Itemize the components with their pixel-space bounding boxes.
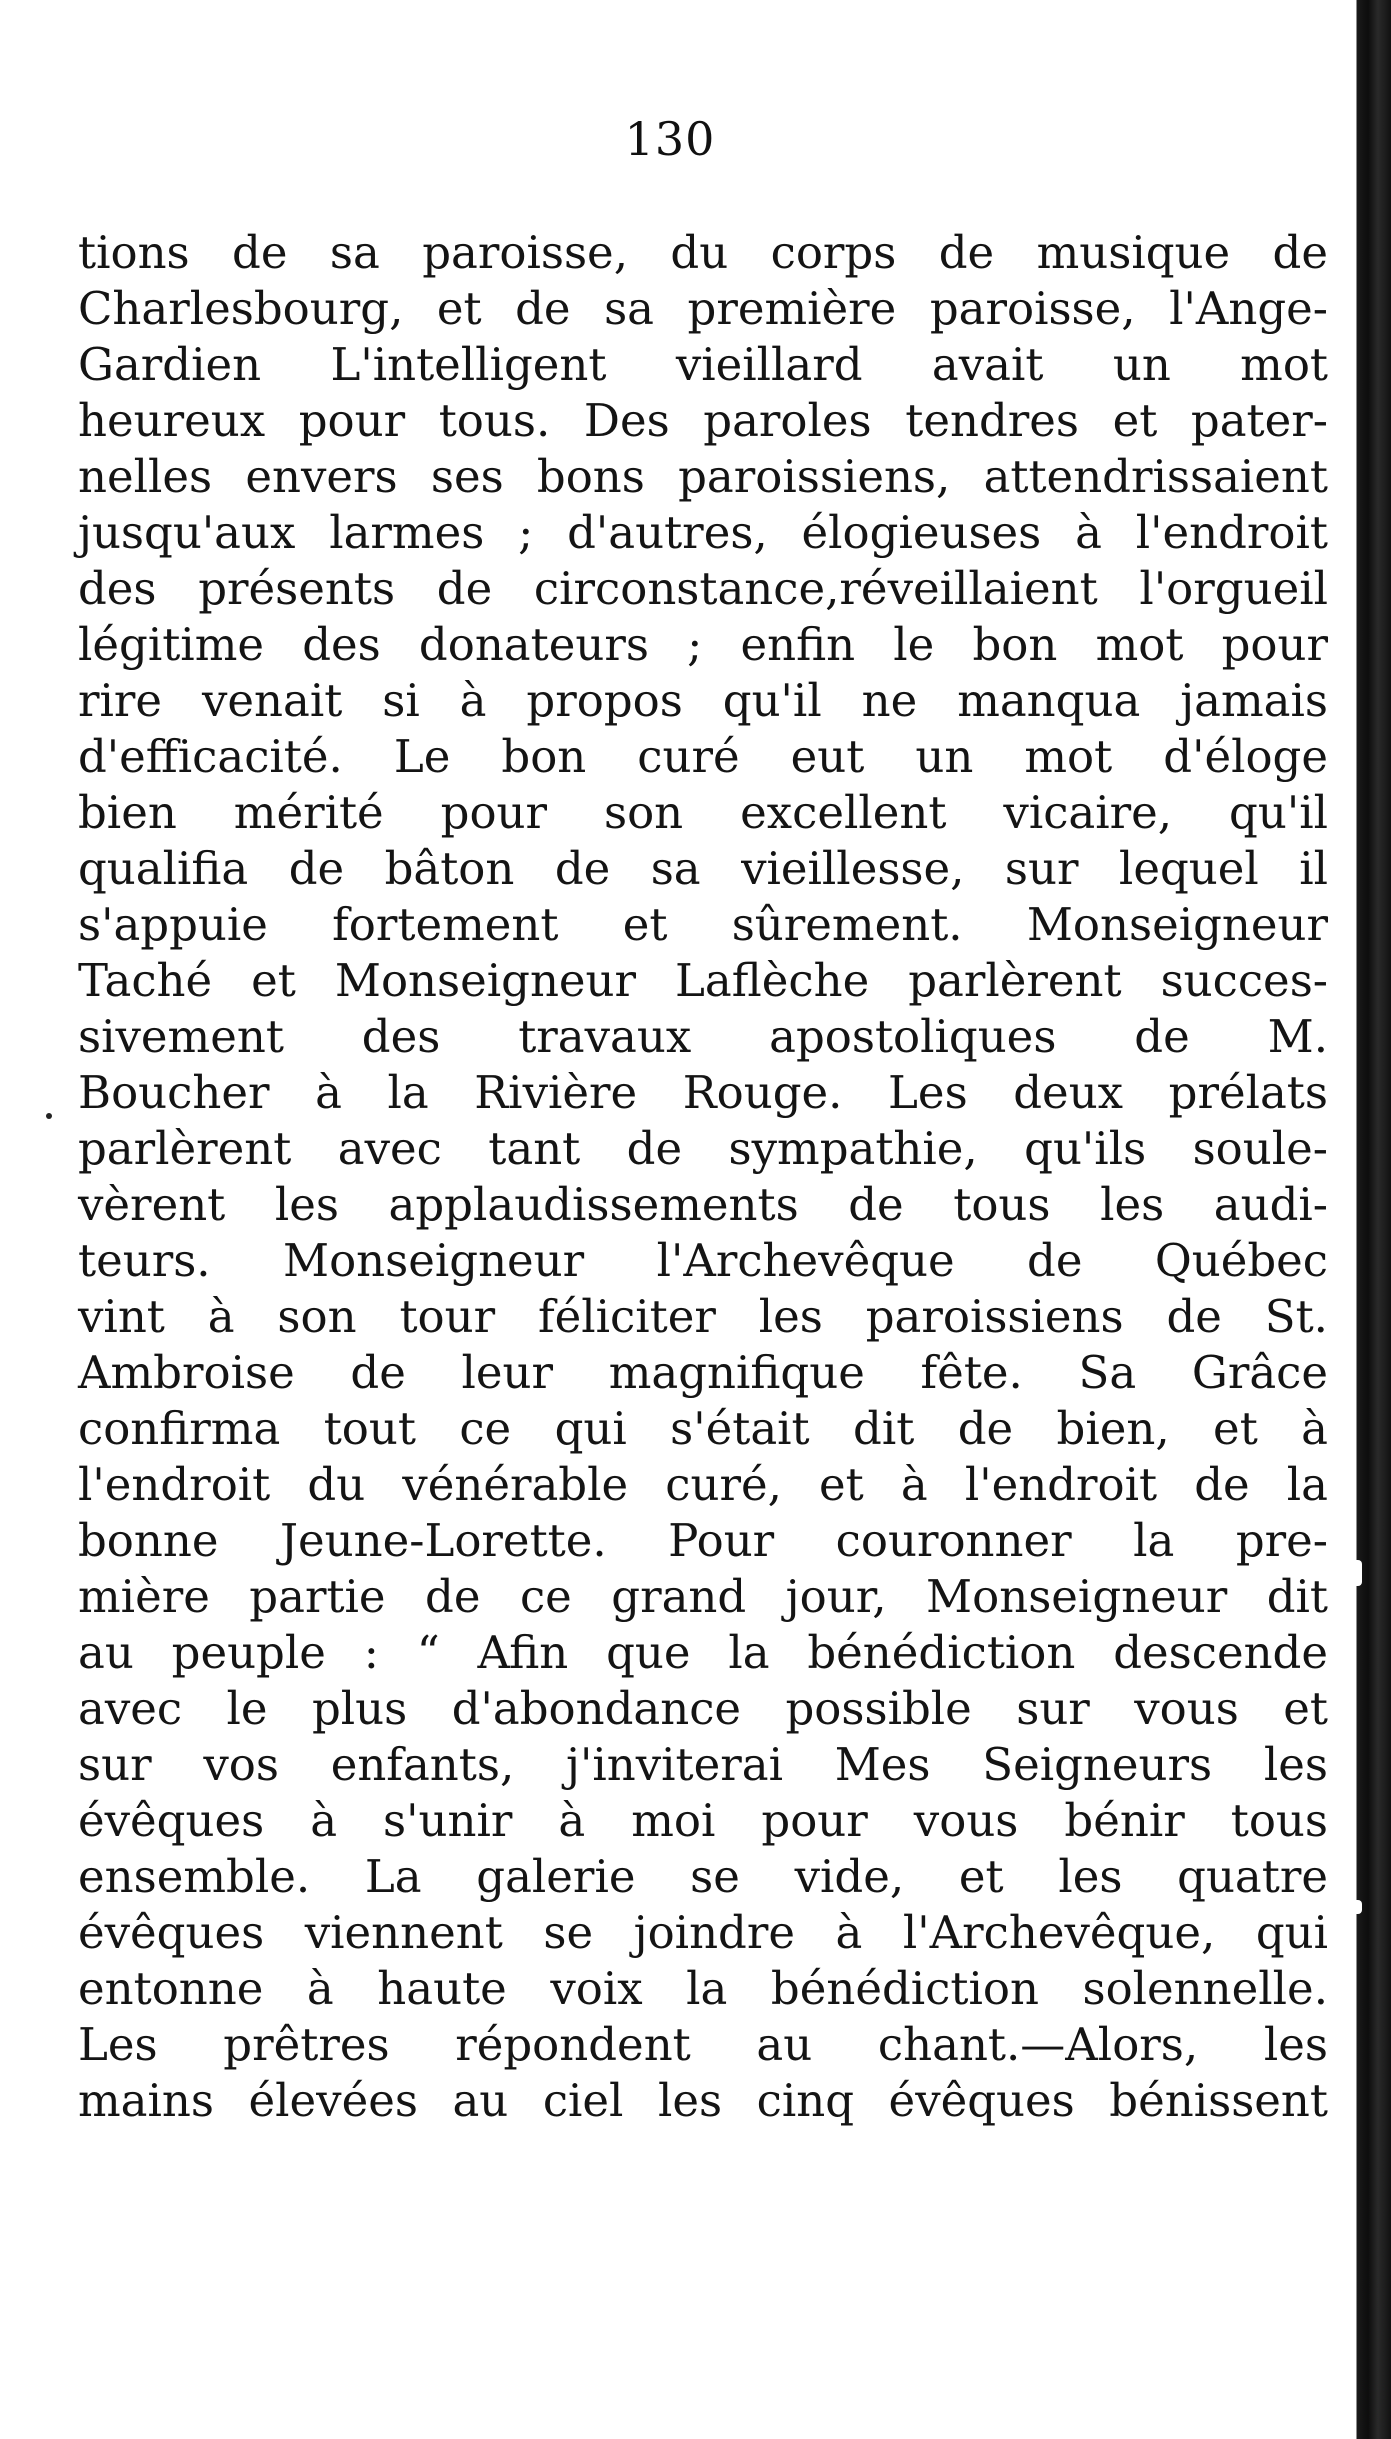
page-number: 130	[624, 112, 716, 166]
text-line: bien mérité pour son excellent vicaire, qu'il	[78, 786, 1328, 839]
text-line: bonne Jeune-Lorette. Pour couronner la pre-	[78, 1514, 1328, 1567]
text-line: confirma tout ce qui s'était dit de bien, et à	[78, 1402, 1328, 1455]
margin-mark	[46, 1113, 52, 1119]
text-line: s'appuie fortement et sûrement. Monseigneur	[78, 898, 1328, 951]
body-text	[78, 225, 1328, 2129]
text-line: ensemble. La galerie se vide, et les quatre	[78, 1850, 1328, 1903]
text-line: Gardien L'intelligent vieillard avait un mot	[78, 338, 1328, 391]
text-line: heureux pour tous. Des paroles tendres et pater-	[78, 394, 1328, 447]
text-line: mière partie de ce grand jour, Monseigneur dit	[78, 1570, 1328, 1623]
text-line: Boucher à la Rivière Rouge. Les deux prélats	[78, 1066, 1328, 1119]
text-line: tions de sa paroisse, du corps de musique de	[78, 226, 1328, 279]
text-line: Charlesbourg, et de sa première paroisse, l'Ange-	[78, 282, 1328, 335]
text-line: sivement des travaux apostoliques de M.	[78, 1010, 1328, 1063]
text-line: entonne à haute voix la bénédiction solennelle.	[78, 1962, 1328, 2015]
book-binding-edge	[1348, 0, 1391, 2439]
text-line: vint à son tour féliciter les paroissiens de St.	[78, 1290, 1328, 1343]
text-line: qualifia de bâton de sa vieillesse, sur lequel il	[78, 842, 1328, 895]
text-line: d'efficacité. Le bon curé eut un mot d'éloge	[78, 730, 1328, 783]
text-line: parlèrent avec tant de sympathie, qu'ils soule-	[78, 1122, 1328, 1175]
text-line: évêques viennent se joindre à l'Archevêque, qui	[78, 1906, 1328, 1959]
text-line: évêques à s'unir à moi pour vous bénir tous	[78, 1794, 1328, 1847]
text-line: vèrent les applaudissements de tous les audi-	[78, 1178, 1328, 1231]
text-line: au peuple : “ Afin que la bénédiction descende	[78, 1626, 1328, 1679]
text-line: Les prêtres répondent au chant.—Alors, les	[78, 2018, 1328, 2071]
text-line: légitime des donateurs ; enfin le bon mot pour	[78, 618, 1328, 671]
text-line: jusqu'aux larmes ; d'autres, élogieuses à l'endroit	[78, 506, 1328, 559]
text-line: Taché et Monseigneur Laflèche parlèrent succes-	[78, 954, 1328, 1007]
text-line: Ambroise de leur magnifique fête. Sa Grâce	[78, 1346, 1328, 1399]
text-line: avec le plus d'abondance possible sur vous et	[78, 1682, 1328, 1735]
binding-speck	[1352, 1560, 1362, 1586]
text-line: teurs. Monseigneur l'Archevêque de Québec	[78, 1234, 1328, 1287]
text-line: des présents de circonstance,réveillaient l'orgueil	[78, 562, 1328, 615]
text-line: l'endroit du vénérable curé, et à l'endroit de la	[78, 1458, 1328, 1511]
text-line: nelles envers ses bons paroissiens, attendrissaient	[78, 450, 1328, 503]
text-line: sur vos enfants, j'inviterai Mes Seigneurs les	[78, 1738, 1328, 1791]
binding-speck	[1352, 1900, 1362, 1914]
text-line: rire venait si à propos qu'il ne manqua jamais	[78, 674, 1328, 727]
text-line: mains élevées au ciel les cinq évêques bénissent	[78, 2074, 1328, 2127]
